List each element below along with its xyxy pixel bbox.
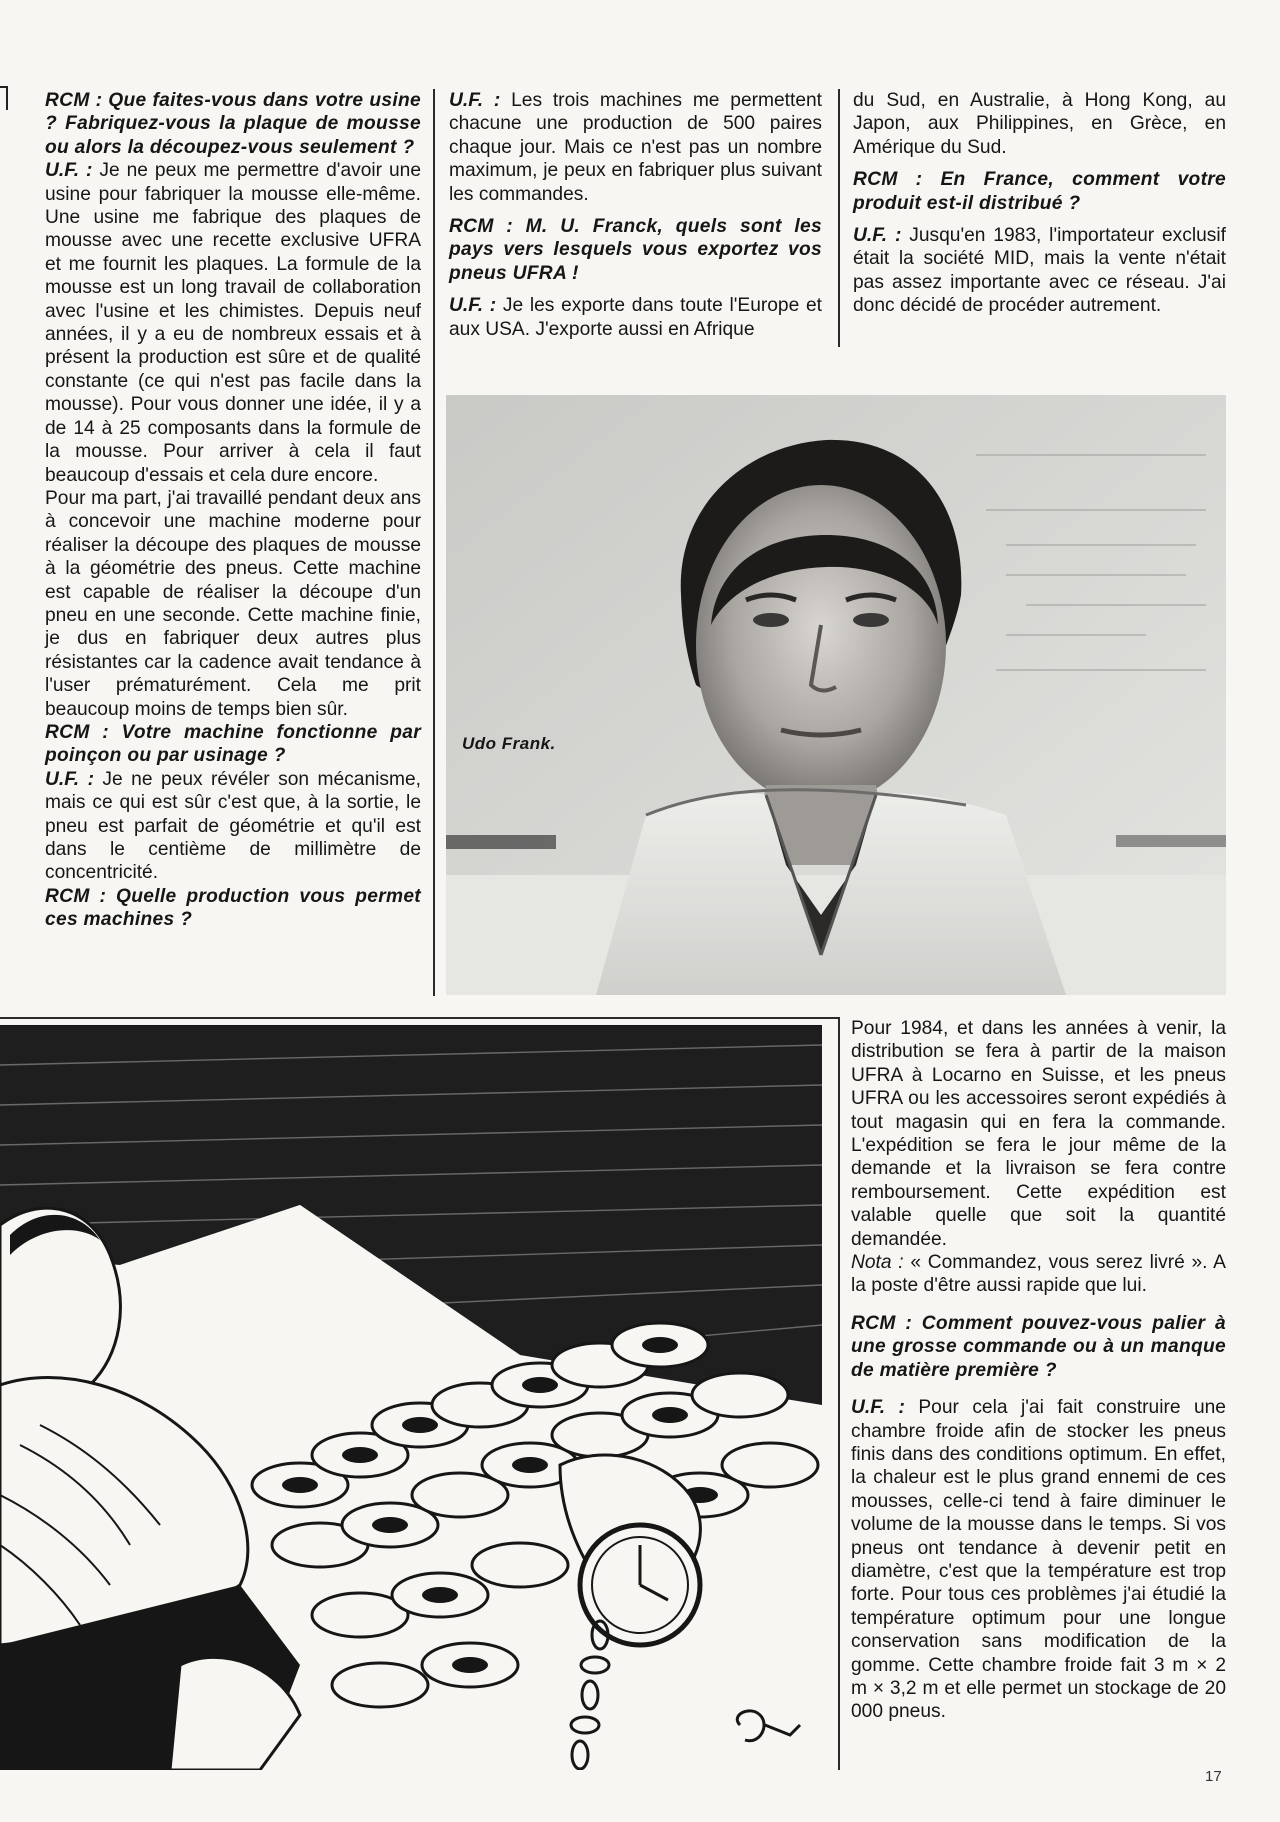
speaker-label: Nota : — [851, 1252, 904, 1274]
interview-answer — [449, 89, 822, 206]
interview-question: RCM : Que faites-vous dans votre usine ? Fabriquez-vous la plaque de mousse ou alors la découpez-vous seulement ? — [45, 90, 421, 158]
answer-text: Je ne peux me permettre d'avoir une usine pour fabriquer la mousse elle-même. Une usine me fabrique des plaques de mousse avec une recette exclusive UFRA et me fournit les plaques. La formule de la mousse est un long travail de collaboration avec l'usine et les chimistes. Depuis neuf années, il y a eu de nombreux essais et à présent la production est sûre et de qualité constante (ce qui n'est pas facile dans la mousse). Pour vous donner une idée, il y a de 14 à 25 composants dans la formule de la mousse. Pour arriver à cela il faut beaucoup d'essais et cela dure encore. — [45, 160, 421, 486]
corner-crop-mark — [0, 86, 8, 110]
speaker-label: U.F. : — [851, 1397, 905, 1419]
answer-text: Les trois machines me permettent chacune une production de 500 paires chaque jour. Mais ce n'est pas un nombre maximum, je peux en fabriquer plus suivant les commandes. — [449, 90, 822, 205]
illustration-drawing — [0, 1025, 822, 1770]
column-rule-2 — [838, 89, 840, 347]
speaker-label: U.F. : — [449, 295, 497, 317]
section-rule — [0, 1017, 838, 1019]
answer-text: « Commandez, vous serez livré ». A la poste d'être aussi rapide que lui. — [851, 1252, 1226, 1297]
interview-question: RCM : Quelle production vous permet ces machines ? — [45, 885, 421, 931]
answer-text: Jusqu'en 1983, l'importateur exclusif était la société MID, mais la vente n'était pas assez importante avec ce réseau. J'ai donc décidé de procéder autrement. — [853, 225, 1226, 317]
text-column-3 — [853, 89, 1226, 318]
interview-question: RCM : Votre machine fonctionne par poinçon ou par usinage ? — [45, 721, 421, 767]
interview-question: RCM : Comment pouvez-vous palier à une grosse commande ou à un manque de matière première ? — [851, 1312, 1226, 1381]
column-rule-1 — [433, 89, 435, 996]
speaker-label: U.F. : — [853, 225, 902, 247]
page-number: 17 — [1205, 1768, 1222, 1785]
text-column-4 — [851, 1017, 1226, 1724]
interview-answer — [851, 1396, 1226, 1724]
body-paragraph: du Sud, en Australie, à Hong Kong, au Japon, aux Philippines, en Grèce, en Amérique du Sud. — [853, 90, 1226, 158]
interview-question: RCM : M. U. Franck, quels sont les pays vers lesquels vous exportez vos pneus UFRA ! — [449, 216, 822, 284]
illustration-image — [0, 1025, 822, 1770]
portrait-photo — [446, 395, 1226, 995]
speaker-label: U.F. : — [45, 768, 94, 790]
interview-answer — [45, 768, 421, 885]
text-column-1 — [45, 89, 421, 932]
column-rule-3 — [838, 1017, 840, 1770]
speaker-label: U.F. : — [45, 160, 93, 182]
interview-question: RCM : En France, comment votre produit est-il distribué ? — [853, 169, 1226, 214]
speaker-label: U.F. : — [449, 90, 501, 111]
body-paragraph: Pour ma part, j'ai travaillé pendant deux ans à concevoir une machine moderne pour réaliser la découpe des plaques de mousse à la géométrie des pneus. Cette machine est capable de réaliser la découpe d'un pneu en une seconde. Cette machine finie, je dus en fabriquer deux autres plus résistantes car la cadence avait tendance à l'user prématurément. Cela me prit beaucoup moins de temps bien sûr. — [45, 487, 421, 720]
answer-text: Je les exporte dans toute l'Europe et aux USA. J'exporte aussi en Afrique — [449, 295, 822, 340]
body-paragraph: Pour 1984, et dans les années à venir, la distribution se fera à partir de la maison UFRA à Locarno en Suisse, et les pneus UFRA ou les accessoires seront expédiés à tout magasin qui en fera la commande. L'expédition se fera le jour même de la demande et la livraison se fera contre remboursement. Cette expédition est valable quelle que soit la quantité demandée. — [851, 1018, 1226, 1250]
portrait-photo-image — [446, 395, 1226, 995]
answer-text: Je ne peux révéler son mécanisme, mais ce qui est sûr c'est que, à la sortie, le pneu est parfait de géométrie et qu'il est dans le centième de millimètre de concentricité. — [45, 768, 421, 884]
interview-answer — [45, 159, 421, 487]
interview-answer — [853, 224, 1226, 318]
photo-caption: Udo Frank. — [462, 734, 556, 753]
answer-text: Pour cela j'ai fait construire une chambre froide afin de stocker les pneus finis dans des conditions optimum. En effet, la chaleur est le plus grand ennemi de ces mousses, celle-ci tend à faire diminuer le volume de la mousse dans le temps. Si vos pneus ont tendance à devenir petit en diamètre, c'est que la température est trop forte. Pour tous ces problèmes j'ai étudié la température optimum pour une longue conservation sans modification de la gomme. Cette chambre froide fait 3 m × 2 m × 3,2 m et elle permet un stockage de 20 000 pneus. — [851, 1397, 1226, 1723]
nota-paragraph — [851, 1251, 1226, 1298]
text-column-2 — [449, 89, 822, 341]
interview-answer — [449, 294, 822, 341]
